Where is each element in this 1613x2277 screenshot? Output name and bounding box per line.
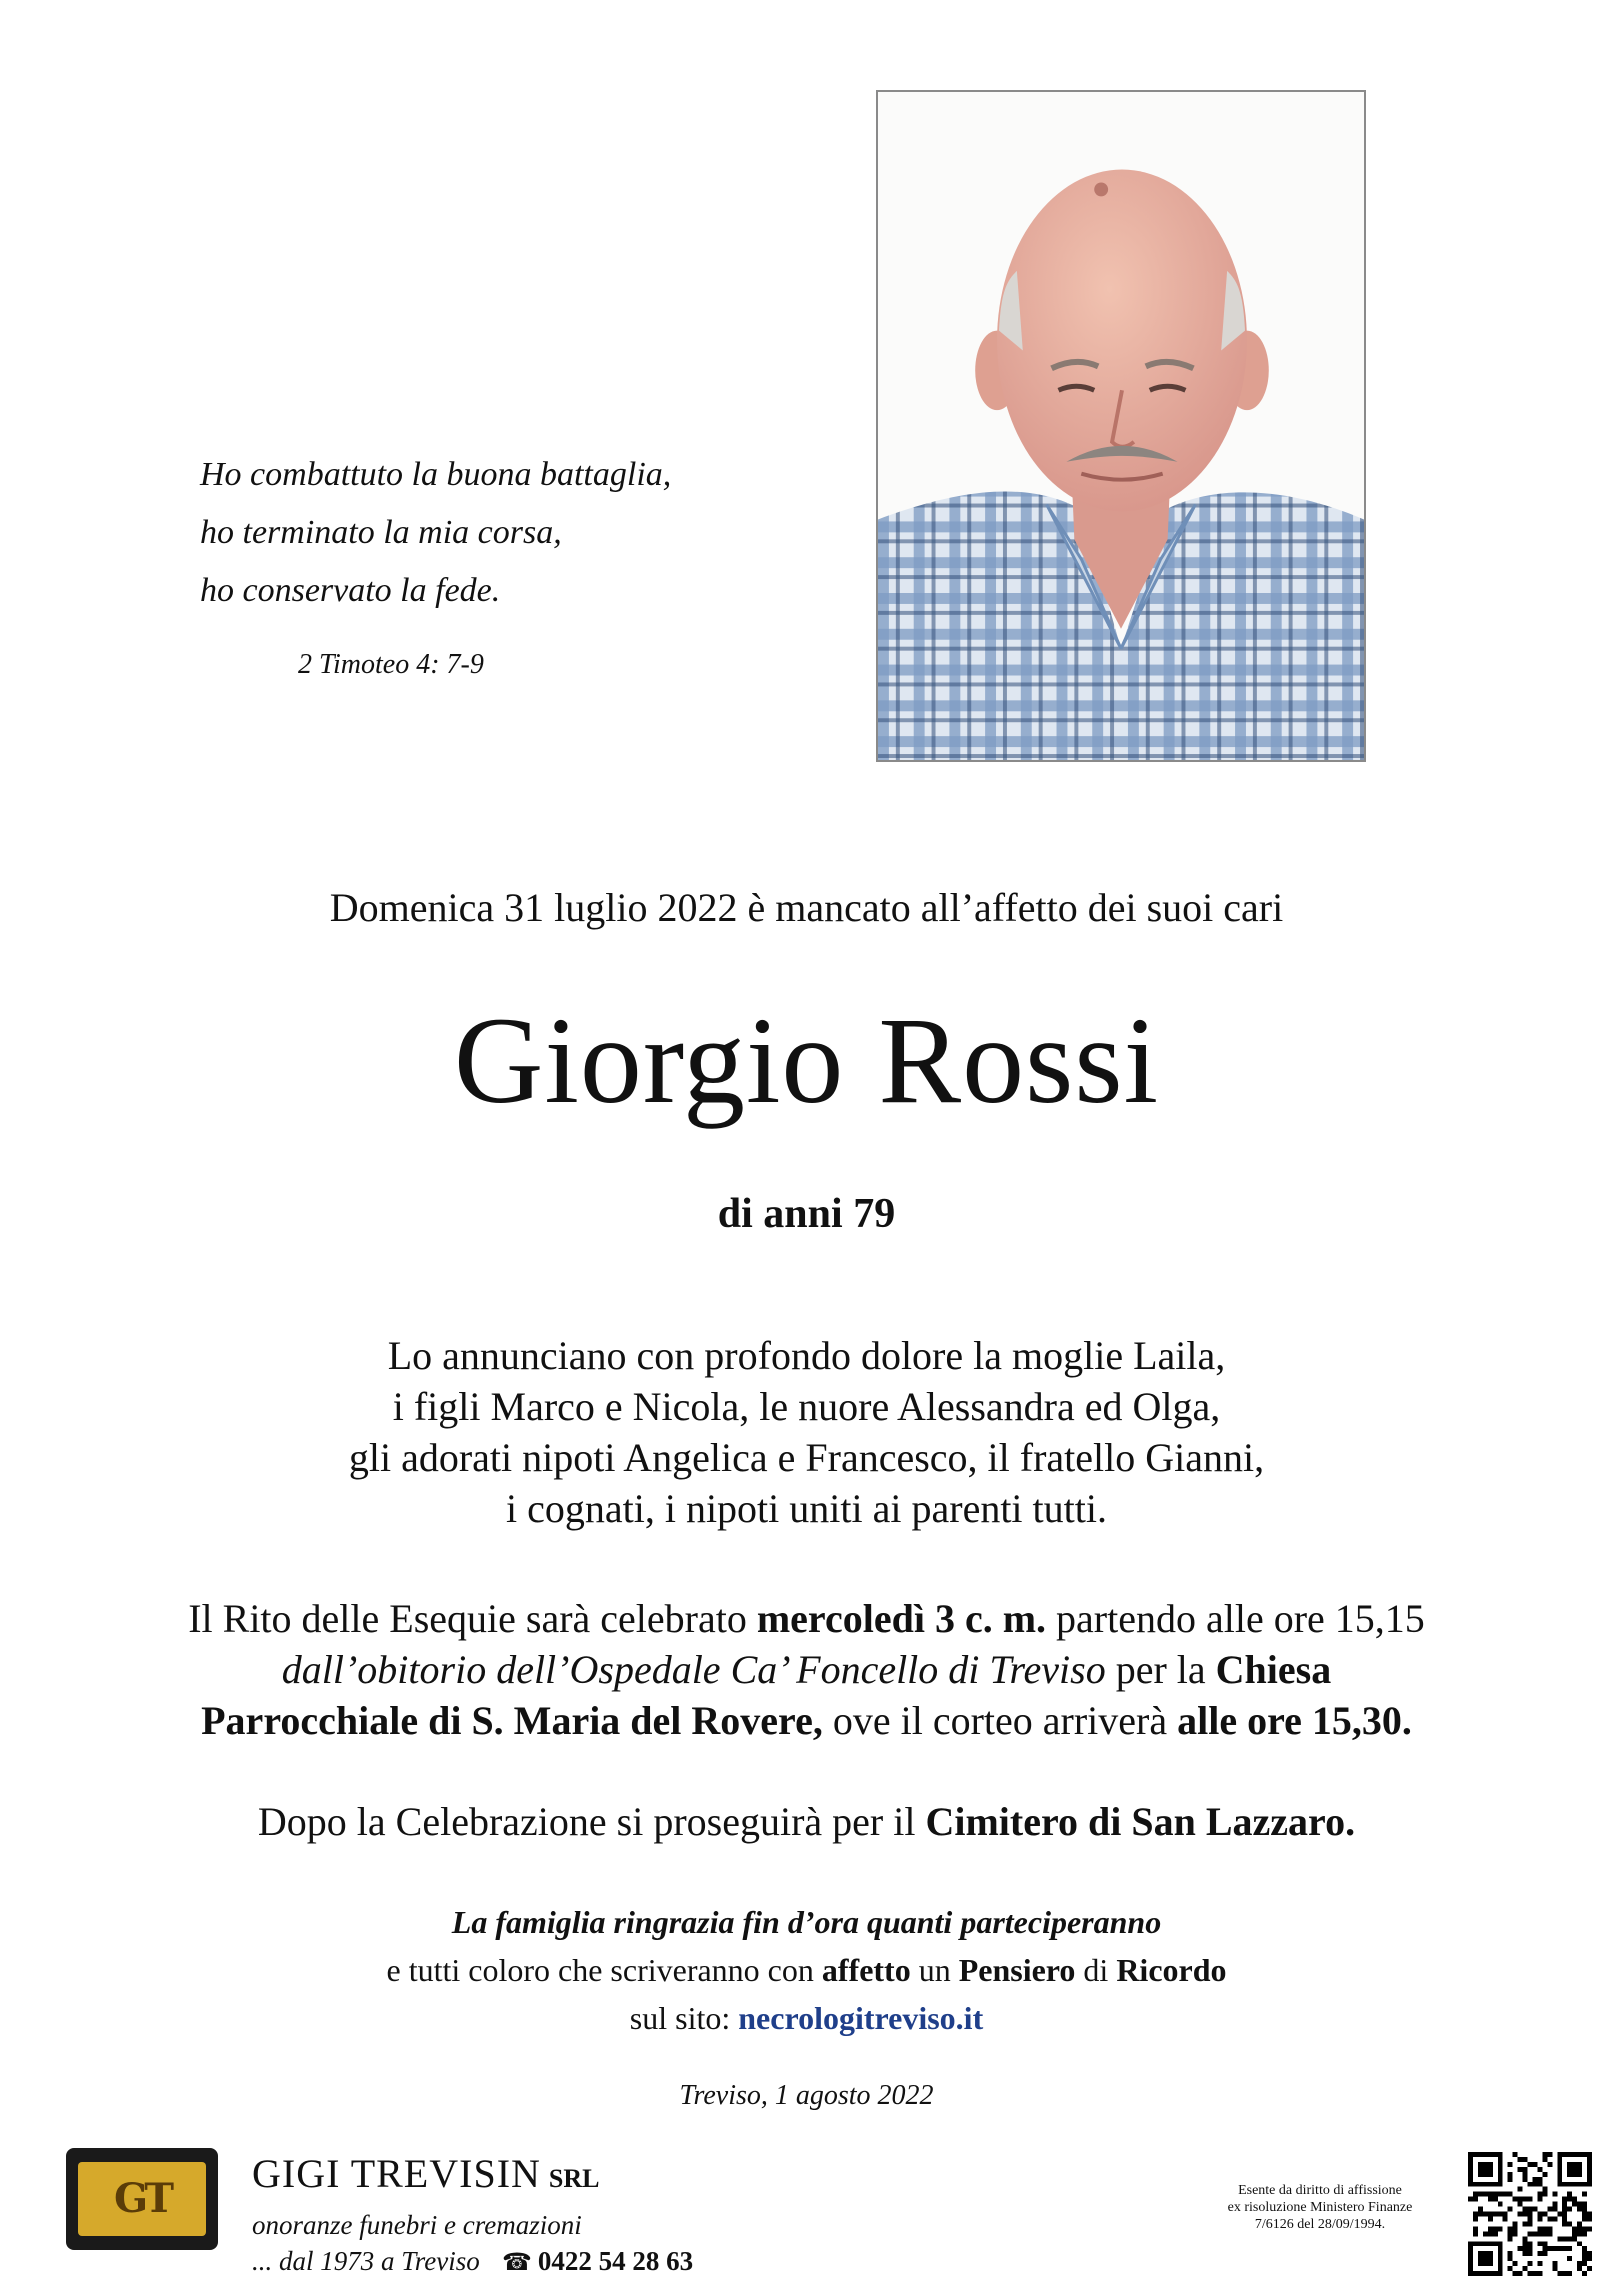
tax-exemption-notice: [1200, 2182, 1440, 2233]
first-name: Giorgio: [453, 992, 845, 1129]
family-line-2: i figli Marco e Nicola, le nuore Alessandra ed Olga,: [392, 1384, 1221, 1429]
funeral-details: [0, 1593, 1613, 1746]
thanks-heading: La famiglia ringrazia fin d’ora quanti parteciperanno: [451, 1904, 1162, 1940]
burial-text: Dopo la Celebrazione si proseguirà per il: [257, 1799, 926, 1844]
rite-line-3: [0, 1695, 1613, 1746]
logo-monogram: GT: [114, 2175, 170, 2222]
bible-quote: [200, 446, 800, 680]
thanks-line-2: e tutti coloro che scriveranno con affetto un Pensiero di Ricordo: [386, 1952, 1227, 1988]
exemption-line-1: Esente da diritto di affissione: [1238, 2183, 1402, 2198]
rite-departure-time: partendo alle ore 15,15: [1046, 1596, 1425, 1641]
website-link[interactable]: necrologitreviso.it: [738, 2000, 984, 2036]
death-announcement: Domenica 31 luglio 2022 è mancato all’affetto dei suoi cari: [329, 885, 1284, 930]
portrait-photo: [876, 90, 1366, 762]
company-since: ... dal 1973 a Treviso: [252, 2246, 480, 2276]
family-thanks: [0, 1898, 1613, 2042]
rite-text: Il Rito delle Esequie sarà celebrato: [188, 1596, 757, 1641]
company-name: GIGI TREVISIN: [252, 2151, 541, 2196]
deceased-name: [0, 990, 1613, 1132]
family-line-4: i cognati, i nipoti uniti ai parenti tutti.: [505, 1486, 1107, 1531]
burial-info: [0, 1798, 1613, 1845]
quote-line-3: ho conservato la fede.: [200, 572, 501, 609]
company-logo: [66, 2148, 218, 2250]
company-phone: [502, 2246, 693, 2277]
company-suffix: SRL: [548, 2164, 600, 2193]
rite-church: Parrocchiale di S. Maria del Rovere,: [201, 1698, 823, 1743]
cemetery-name: Cimitero di San Lazzaro.: [925, 1799, 1356, 1844]
rite-departure-place: dall’obitorio dell’Ospedale Ca’ Foncello di Treviso: [281, 1647, 1106, 1692]
deceased-age: di anni 79: [717, 1191, 896, 1237]
thanks-line-1: [0, 1898, 1613, 1946]
rite-line-2: [0, 1644, 1613, 1695]
quote-reference: 2 Timoteo 4: 7-9: [298, 649, 484, 680]
portrait-illustration: [878, 92, 1364, 760]
last-name: Rossi: [878, 992, 1160, 1129]
exemption-line-3: 7/6126 del 28/09/1994.: [1254, 2217, 1386, 2232]
thanks-line-3: sul sito: necrologitreviso.it: [629, 2000, 984, 2036]
place-date: Treviso, 1 agosto 2022: [679, 2080, 934, 2111]
phone-icon: ☎: [502, 2250, 532, 2276]
rite-date: mercoledì 3 c. m.: [756, 1596, 1047, 1641]
company-info: [252, 2150, 694, 2276]
qr-code[interactable]: [1468, 2152, 1592, 2276]
phone-number: 0422 54 28 63: [537, 2246, 694, 2276]
qr-code-graphic: [1468, 2152, 1592, 2276]
company-tagline: onoranze funebri e cremazioni: [252, 2210, 582, 2240]
family-line-1: Lo annunciano con profondo dolore la moglie Laila,: [387, 1333, 1226, 1378]
family-line-3: gli adorati nipoti Angelica e Francesco, il fratello Gianni,: [348, 1435, 1265, 1480]
rite-text: ove il corteo arriverà: [822, 1698, 1178, 1743]
family-announcement: [0, 1330, 1613, 1534]
rite-text: per la: [1105, 1647, 1216, 1692]
rite-church: Chiesa: [1215, 1647, 1332, 1692]
exemption-line-2: ex risoluzione Ministero Finanze: [1227, 2200, 1413, 2215]
quote-line-1: Ho combattuto la buona battaglia,: [200, 456, 672, 493]
rite-arrival-time: alle ore 15,30.: [1177, 1698, 1412, 1743]
rite-line-1: [0, 1593, 1613, 1644]
quote-line-2: ho terminato la mia corsa,: [200, 514, 562, 551]
